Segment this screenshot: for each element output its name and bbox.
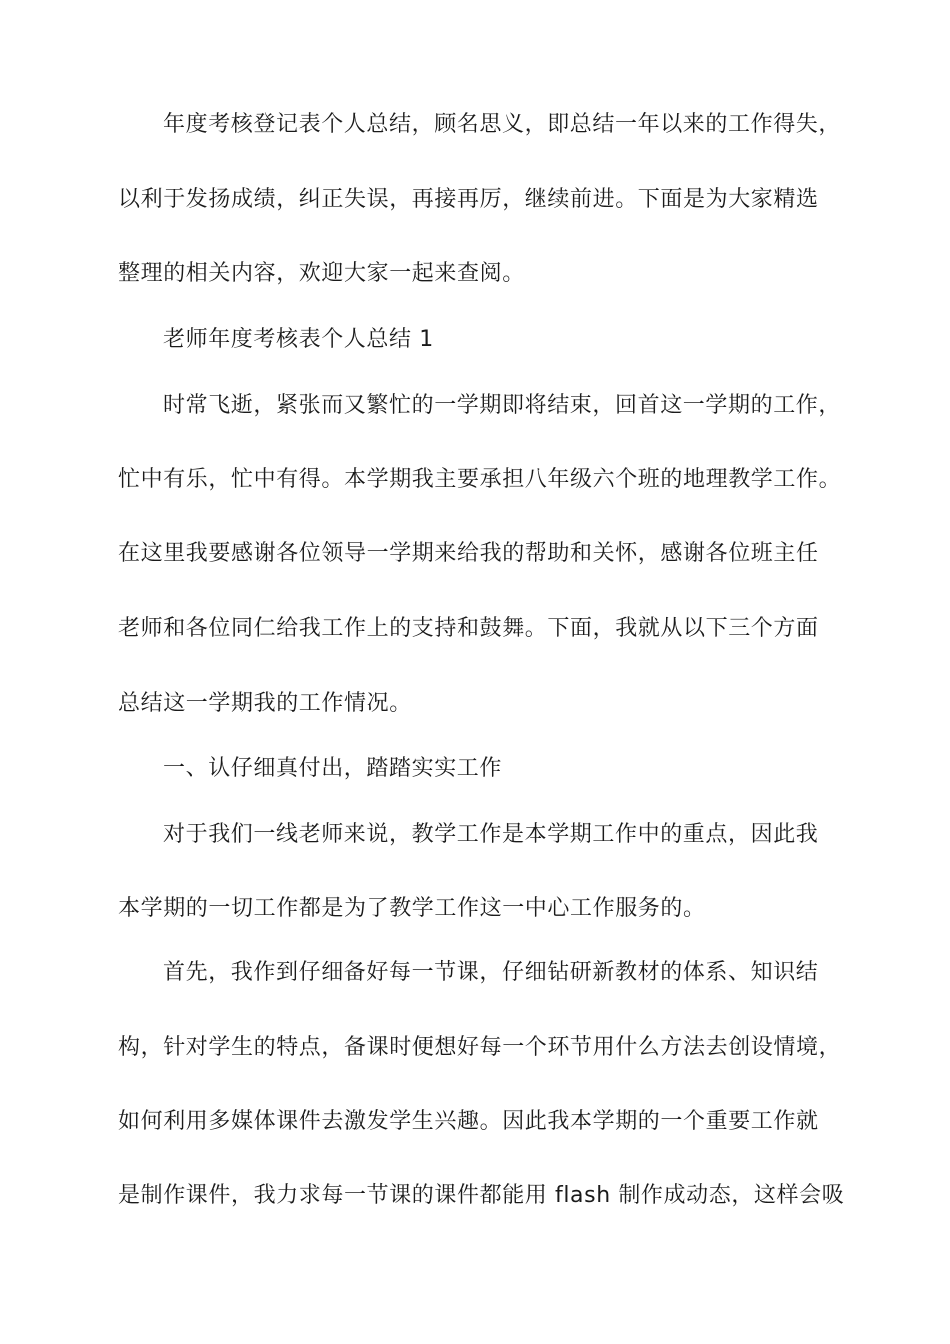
intro-paragraph-line-2: 以利于发扬成绩，纠正失误，再接再厉，继续前进。下面是为大家精选 <box>118 187 819 212</box>
subheading-one: 一、认仔细真付出，踏踏实实工作 <box>163 756 503 781</box>
body-paragraph-1-line-3: 在这里我要感谢各位领导一学期来给我的帮助和关怀，感谢各位班主任 <box>118 541 819 566</box>
section-title: 老师年度考核表个人总结 1 <box>163 327 434 352</box>
body-paragraph-1-line-1: 时常飞逝，紧张而又繁忙的一学期即将结束，回首这一学期的工作， <box>163 393 842 418</box>
body-paragraph-2-line-1: 对于我们一线老师来说，教学工作是本学期工作中的重点，因此我 <box>163 822 819 847</box>
body-paragraph-3-line-4: 是制作课件，我力求每一节课的课件都能用 flash 制作成动态，这样会吸 <box>118 1183 845 1208</box>
body-paragraph-2-line-2: 本学期的一切工作都是为了教学工作这一中心工作服务的。 <box>118 896 706 921</box>
body-paragraph-3-line-2: 构，针对学生的特点，备课时便想好每一个环节用什么方法去创设情境， <box>118 1035 842 1060</box>
body-paragraph-3-line-1: 首先，我作到仔细备好每一节课，仔细钻研新教材的体系、知识结 <box>163 960 819 985</box>
body-paragraph-1-line-5: 总结这一学期我的工作情况。 <box>118 691 412 716</box>
body-paragraph-3-line-3: 如何利用多媒体课件去激发学生兴趣。因此我本学期的一个重要工作就 <box>118 1109 819 1134</box>
body-paragraph-1-line-2: 忙中有乐，忙中有得。本学期我主要承担八年级六个班的地理教学工作。 <box>118 467 842 492</box>
body-paragraph-1-line-4: 老师和各位同仁给我工作上的支持和鼓舞。下面，我就从以下三个方面 <box>118 616 819 641</box>
intro-paragraph-line-1: 年度考核登记表个人总结，顾名思义，即总结一年以来的工作得失， <box>163 112 842 137</box>
intro-paragraph-line-3: 整理的相关内容，欢迎大家一起来查阅。 <box>118 261 525 286</box>
